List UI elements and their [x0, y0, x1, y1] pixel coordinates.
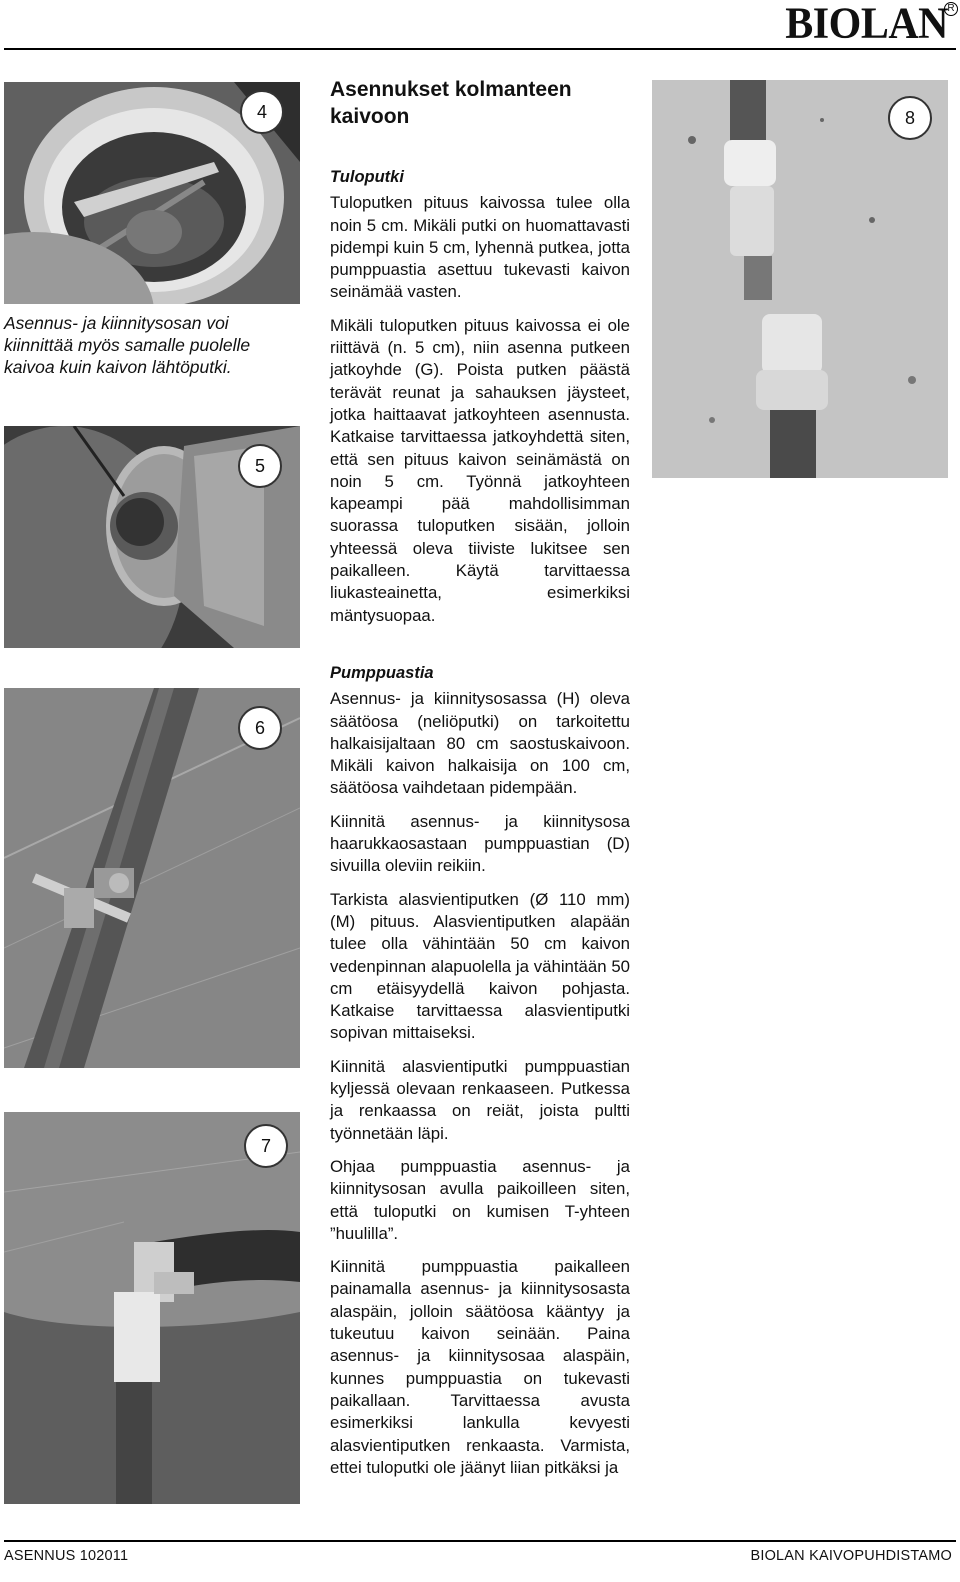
photo-7-image	[4, 1112, 300, 1504]
tuloputki-paragraph-2: Mikäli tuloputken pituus kaivossa ei ole riittävä (n. 5 cm), niin asenna putkeen jatkoyhde (G). Poista putken päästä terävät reunat ja sahauksen jäysteet, jotka haittaavat jatkoyhteen asennusta. Katkaise tarvittaessa jatkoyhdettä siten, että sen pituus kaivon seinämästä on noin 5 cm. Työnnä jatkoyhteen kapeampi pää mahdollisimman suorassa tuloputken sisään, jolloin yhteessä oleva tiiviste lukitsee sen paikalleen. Käytä tarvittaessa liukasteainetta, esimerkiksi mäntysuopaa.	[330, 315, 630, 625]
section-pumppuastia	[330, 662, 630, 1490]
footer-rule	[4, 1540, 956, 1542]
pumppuastia-paragraph-2: Kiinnitä asennus- ja kiinnitysosa haarukkaosastaan pumppuastian (D) sivuilla oleviin reikiin.	[330, 811, 630, 876]
pumppuastia-paragraph-5: Ohjaa pumppuastia asennus- ja kiinnitysosan avulla paikoilleen siten, että tuloputki on kumisen T-yhteen ”huulilla”.	[330, 1156, 630, 1243]
pumppuastia-paragraph-6: Kiinnitä pumppuastia paikalleen painamalla asennus- ja kiinnitysosasta alaspäin, jolloin säätöosa kääntyy ja tukeutuu kaivon seinään. Paina asennus- ja kiinnitysosaa alaspäin, kunnes pumppuastia on tukevasti paikallaan. Tarvittaessa avusta esimerkiksi lankulla kevyesti alasvientiputken renkaasta. Varmista, ettei tuloputki ole jäänyt liian pitkäksi ja	[330, 1257, 630, 1477]
section-pumppuastia-title: Pumppuastia	[330, 664, 434, 682]
section-tuloputki-title: Tuloputki	[330, 168, 404, 186]
photo-8-image	[652, 80, 948, 478]
photo-7-number-badge: 7	[244, 1124, 288, 1168]
registered-mark: R	[944, 2, 958, 16]
photo-6-number-badge: 6	[238, 706, 282, 750]
pumppuastia-paragraph-1: Asennus- ja kiinnitysosassa (H) oleva säätöosa (neliöputki) on tarkoitettu halkaisijaltaan 80 cm saostuskaivoon. Mikäli kaivon halkaisija on 100 cm, säätöosa vaihdetaan pidempään.	[330, 689, 630, 798]
header-rule	[4, 48, 956, 50]
footer-left: ASENNUS 102011	[4, 1548, 129, 1564]
footer-right: BIOLAN KAIVOPUHDISTAMO	[750, 1548, 952, 1564]
pumppuastia-paragraph-3: Tarkista alasvientiputken (Ø 110 mm) (M) pituus. Alasvientiputken alapään tulee olla vähintään 50 cm kaivon vedenpinnan alapuolella ja vähintään 50 cm etäisyydellä kaivon pohjasta. Katkaise tarvittaessa alasvientiputki sopivan mittaiseksi.	[330, 889, 630, 1043]
brand-logo: BIOLAN	[785, 0, 948, 49]
tuloputki-paragraph-1: Tuloputken pituus kaivossa tulee olla noin 5 cm. Mikäli putki on huomattavasti pidempi kuin 5 cm, lyhennä putkea, jotta pumppuastia asettuu tukevasti kaivon seinämää vasten.	[330, 193, 630, 302]
pumppuastia-paragraph-4: Kiinnitä alasvientiputki pumppuastian kyljessä olevaan renkaaseen. Putkessa ja renkaassa on reiät, joista pultti työnnetään läpi.	[330, 1056, 630, 1143]
section-tuloputki	[330, 166, 630, 638]
page-title: Asennukset kolmanteen kaivoon	[330, 78, 572, 128]
photo-4-caption: Asennus- ja kiinnitysosan voi kiinnittää myös samalle puolelle kaivoa kuin kaivon lähtöputki.	[4, 313, 251, 377]
photo-4-number-badge: 4	[240, 90, 284, 134]
photo-8	[652, 80, 948, 478]
photo-5-number-badge: 5	[238, 444, 282, 488]
photo-8-number-badge: 8	[888, 96, 932, 140]
photo-7	[4, 1112, 300, 1504]
